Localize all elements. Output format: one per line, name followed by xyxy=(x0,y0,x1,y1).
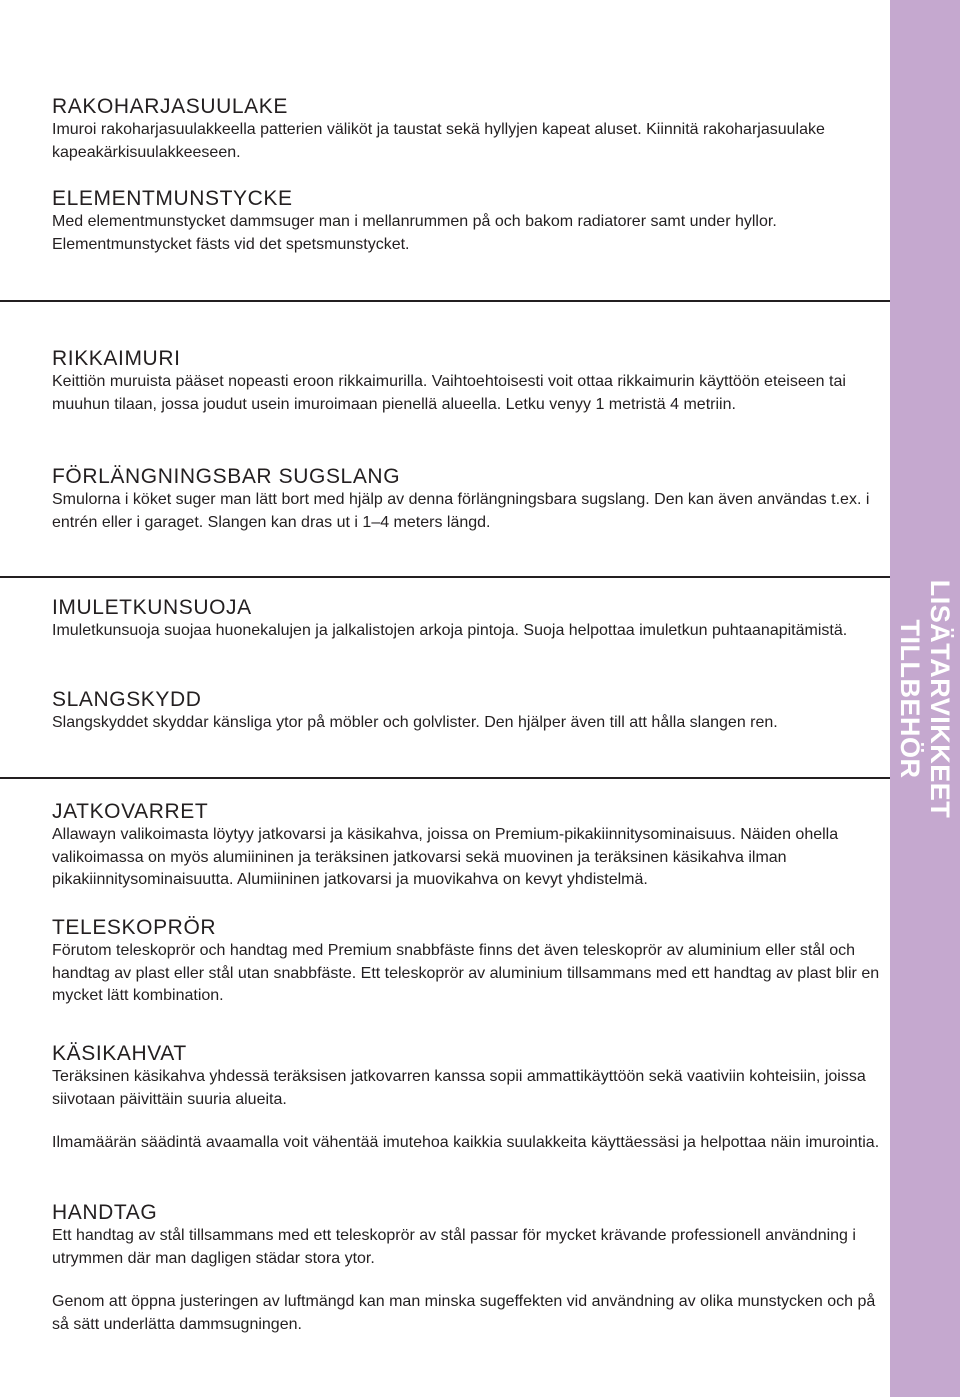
section-kasikahvat xyxy=(52,1042,882,1155)
section-teleskopror xyxy=(52,916,882,1008)
section-body: Allawayn valikoimasta löytyy jatkovarsi ja käsikahva, joissa on Premium-pikakiinnitysominaisuus. Näiden ohella valikoimassa on myös alumiininen ja teräksinen jatkovarsi sekä muovinen ja teräksinen käsikahva ilman pikakiinnitysominaisuutta. Alumiininen jatkovarsi ja muovikahva on kevyt yhdistelmä. xyxy=(52,826,839,889)
section-title: RAKOHARJASUULAKE xyxy=(52,95,288,118)
section-jatkovarret xyxy=(52,800,882,892)
section-elementmunstycke xyxy=(52,187,882,256)
section-rikkaimuri xyxy=(52,347,882,416)
section-divider xyxy=(0,777,890,779)
section-title: JATKOVARRET xyxy=(52,800,209,823)
section-title: TELESKOPRÖR xyxy=(52,916,217,939)
section-title: SLANGSKYDD xyxy=(52,688,202,711)
section-body: Genom att öppna justeringen av luftmängd kan man minska sugeffekten vid användning av olika munstycken och på så sätt underlätta dammsugningen. xyxy=(52,1293,876,1333)
section-body: Förutom teleskoprör och handtag med Premium snabbfäste finns det även teleskoprör av aluminium eller stål och handtag av plast eller stål utan snabbfäste. Ett teleskoprör av aluminium tillsammans med ett handtag av plast blir en mycket lätt kombination. xyxy=(52,942,880,1005)
sidebar-label-finnish: LISÄTARVIKKEET xyxy=(925,579,955,819)
section-title: ELEMENTMUNSTYCKE xyxy=(52,187,293,210)
sidebar-label xyxy=(895,489,955,909)
sidebar-label-swedish: TILLBEHÖR xyxy=(895,619,925,779)
section-body: Smulorna i köket suger man lätt bort med hjälp av denna förlängningsbara sugslang. Den kan även användas t.ex. i entrén eller i garaget. Slangen kan dras ut i 1–4 meters längd. xyxy=(52,491,870,531)
section-slangskydd xyxy=(52,688,882,735)
section-divider xyxy=(0,300,890,302)
section-body: Imuletkunsuoja suojaa huonekalujen ja jalkalistojen arkoja pintoja. Suoja helpottaa imuletkun puhtaanapitämistä. xyxy=(52,622,848,639)
section-imuletkunsuoja xyxy=(52,596,882,643)
section-body: Med elementmunstycket dammsuger man i mellanrummen på och bakom radiatorer samt under hyllor. Elementmunstycket fästs vid det spetsmunstycket. xyxy=(52,213,777,253)
section-body: Slangskyddet skyddar känsliga ytor på möbler och golvlister. Den hjälper även till att hålla slangen ren. xyxy=(52,714,778,731)
section-rakoharjasuulake xyxy=(52,95,882,164)
section-body: Imuroi rakoharjasuulakkeella patterien väliköt ja taustat sekä hyllyjen kapeat aluset. Kiinnitä rakoharjasuulake kapeakärkisuulakkeeseen. xyxy=(52,121,825,161)
section-body: Keittiön muruista pääset nopeasti eroon rikkaimurilla. Vaihtoehtoisesti voit ottaa rikkaimurin käyttöön eteiseen tai muuhun tilaan, jossa joudut usein imuroimaan pienellä alueella. Letku venyy 1 metristä 4 metriin. xyxy=(52,373,846,413)
section-title: IMULETKUNSUOJA xyxy=(52,596,252,619)
section-title: FÖRLÄNGNINGSBAR SUGSLANG xyxy=(52,465,401,488)
section-handtag xyxy=(52,1201,882,1336)
section-title: KÄSIKAHVAT xyxy=(52,1042,187,1065)
section-body: Ilmamäärän säädintä avaamalla voit vähentää imutehoa kaikkia suulakkeita käyttäessäsi ja helpottaa näin imurointia. xyxy=(52,1134,880,1152)
section-divider xyxy=(0,576,890,578)
section-title: HANDTAG xyxy=(52,1201,158,1224)
section-body: Teräksinen käsikahva yhdessä teräksisen jatkovarren kanssa sopii ammattikäyttöön sekä vaativiin kohteisiin, joissa siivotaan päivittäin suuria alueita. xyxy=(52,1068,866,1108)
section-title: RIKKAIMURI xyxy=(52,347,181,370)
section-body: Ett handtag av stål tillsammans med ett teleskoprör av stål passar för mycket krävande professionell användning i utrymmen där man dagligen städar stora ytor. xyxy=(52,1227,856,1267)
section-forlangningsbar-sugslang xyxy=(52,465,882,534)
